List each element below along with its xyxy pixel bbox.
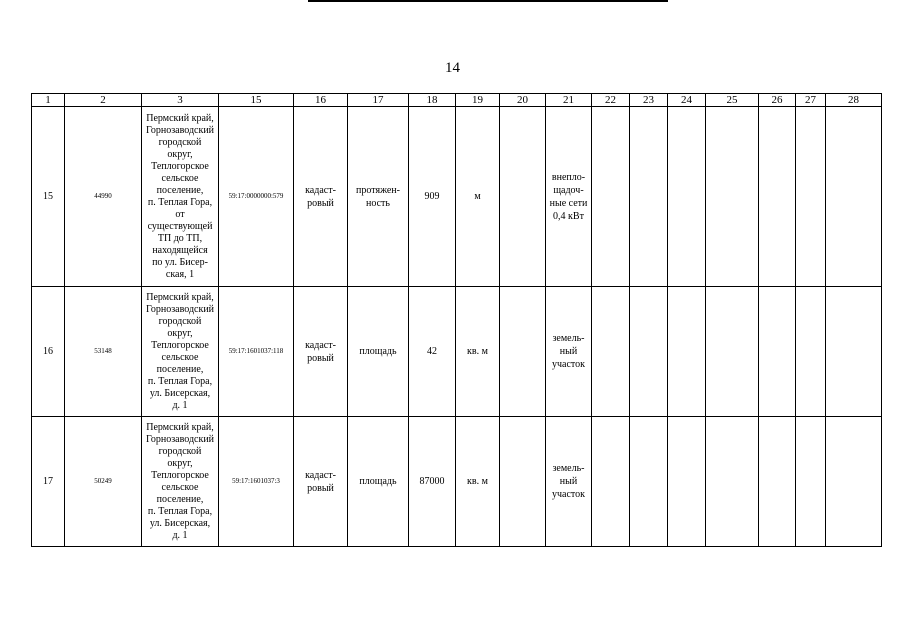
column-header: 22 [592, 94, 630, 107]
column-header: 1 [32, 94, 65, 107]
column-header: 28 [826, 94, 882, 107]
column-header: 25 [706, 94, 759, 107]
unit: м [456, 107, 500, 287]
table-row [32, 287, 882, 417]
column-header: 24 [668, 94, 706, 107]
column-header: 19 [456, 94, 500, 107]
column-header: 18 [409, 94, 456, 107]
col-28-cell [826, 417, 882, 547]
parameter-value: 42 [409, 287, 456, 417]
column-header: 16 [294, 94, 348, 107]
parameter-value: 87000 [409, 417, 456, 547]
parameter-value: 909 [409, 107, 456, 287]
col-26-cell [759, 417, 796, 547]
unit: кв. м [456, 287, 500, 417]
parameter-name: протяжен- ность [348, 107, 409, 287]
cadastral-number: 59:17:0000000:579 [219, 107, 294, 287]
table-row [32, 417, 882, 547]
col-20-cell [500, 417, 546, 547]
col-24-cell [668, 287, 706, 417]
column-header: 20 [500, 94, 546, 107]
registry-table [31, 93, 882, 547]
column-header: 27 [796, 94, 826, 107]
object-id: 50249 [65, 417, 142, 547]
col-22-cell [592, 287, 630, 417]
col-25-cell [706, 417, 759, 547]
object-address: Пермский край, Горнозаводский городской округ, Теплогорское сельское поселение, п. Теплая Гора, ул. Бисерская, д. 1 [142, 287, 219, 417]
col-20-cell [500, 107, 546, 287]
parameter-name: площадь [348, 417, 409, 547]
cadastral-number: 59:17:1601037:118 [219, 287, 294, 417]
col-25-cell [706, 107, 759, 287]
col-26-cell [759, 287, 796, 417]
column-header: 26 [759, 94, 796, 107]
column-header: 2 [65, 94, 142, 107]
object-id: 44990 [65, 107, 142, 287]
col-23-cell [630, 107, 668, 287]
table-row [32, 107, 882, 287]
object-kind: внепло- щадоч- ные сети 0,4 кВт [546, 107, 592, 287]
number-type: кадаст- ровый [294, 417, 348, 547]
col-22-cell [592, 417, 630, 547]
page-number: 14 [445, 60, 460, 76]
object-address: Пермский край, Горнозаводский городской округ, Теплогорское сельское поселение, п. Теплая Гора, от существующей ТП до ТП, находящейся по ул. Бисер- ская, 1 [142, 107, 219, 287]
unit: кв. м [456, 417, 500, 547]
number-type: кадаст- ровый [294, 107, 348, 287]
col-24-cell [668, 417, 706, 547]
object-kind: земель- ный участок [546, 417, 592, 547]
row-number: 17 [32, 417, 65, 547]
col-24-cell [668, 107, 706, 287]
col-23-cell [630, 417, 668, 547]
col-27-cell [796, 287, 826, 417]
column-header: 23 [630, 94, 668, 107]
col-26-cell [759, 107, 796, 287]
col-25-cell [706, 287, 759, 417]
top-rule [308, 0, 668, 2]
row-number: 15 [32, 107, 65, 287]
column-header: 21 [546, 94, 592, 107]
parameter-name: площадь [348, 287, 409, 417]
col-22-cell [592, 107, 630, 287]
header-row [32, 94, 882, 107]
object-address: Пермский край, Горнозаводский городской округ, Теплогорское сельское поселение, п. Теплая Гора, ул. Бисерская, д. 1 [142, 417, 219, 547]
cadastral-number: 59:17:1601037:3 [219, 417, 294, 547]
col-28-cell [826, 107, 882, 287]
col-20-cell [500, 287, 546, 417]
object-kind: земель- ный участок [546, 287, 592, 417]
col-23-cell [630, 287, 668, 417]
object-id: 53148 [65, 287, 142, 417]
column-header: 17 [348, 94, 409, 107]
col-28-cell [826, 287, 882, 417]
column-header: 3 [142, 94, 219, 107]
column-header: 15 [219, 94, 294, 107]
number-type: кадаст- ровый [294, 287, 348, 417]
col-27-cell [796, 107, 826, 287]
col-27-cell [796, 417, 826, 547]
row-number: 16 [32, 287, 65, 417]
